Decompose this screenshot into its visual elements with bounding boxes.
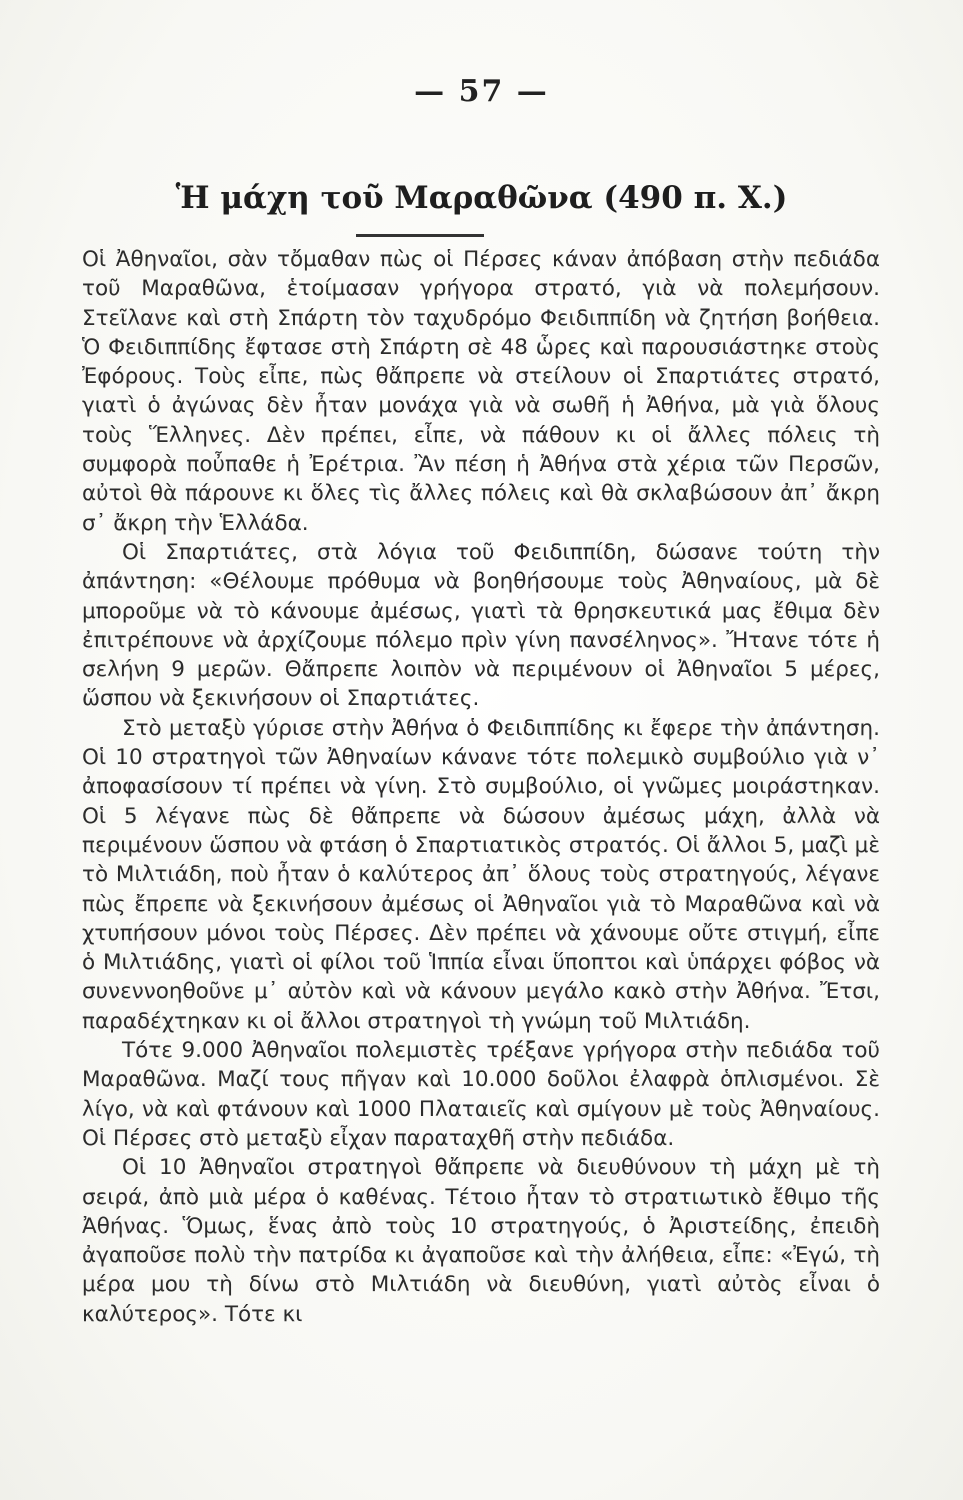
chapter-title: Ἡ μάχη τοῦ Μαραθῶνα (490 π. Χ.) (175, 180, 788, 216)
paragraph: Στὸ μεταξὺ γύρισε στὴν Ἀθήνα ὁ Φειδιππίδης κι ἔφερε τὴν ἀπάντηση. Οἱ 10 στρατηγοὶ τῶν Ἀθηναίων κάνανε τότε πολεμικὸ συμβούλιο γιὰ ν᾽ ἀποφασίσουν τί πρέπει νὰ γίνη. Στὸ συμβούλιο, οἱ γνῶμες μοιράστηκαν. Οἱ 5 λέγανε πὼς δὲ θἄπρεπε νὰ δώσουν ἀμέσως μάχη, ἀλλὰ νὰ περιμένουν ὥσπου νὰ φτάση ὁ Σπαρτιατικὸς στρατός. Οἱ ἄλλοι 5, μαζὶ μὲ τὸ Μιλτιάδη, ποὺ ἦταν ὁ καλύτερος ἀπ᾽ ὅλους τοὺς στρατηγούς, λέγανε πὼς ἔπρεπε νὰ ξεκινήσουν ἀμέσως οἱ Ἀθηναῖοι γιὰ τὸ Μαραθῶνα καὶ νὰ χτυπήσουν μόνοι τοὺς Πέρσες. Δὲν πρέπει νὰ χάνουμε οὔτε στιγμή, εἶπε ὁ Μιλτιάδης, γιατὶ οἱ φίλοι τοῦ Ἱππία εἶναι ὕποπτοι καὶ ὑπάρχει φόβος νὰ συνεννοηθοῦνε μ᾽ αὐτὸν καὶ νὰ κάνουν μεγάλο κακὸ στὴν Ἀθήνα. Ἔτσι, παραδέχτηκαν κι οἱ ἄλλοι στρατηγοὶ τὴ γνώμη τοῦ Μιλτιάδη. (82, 715, 880, 1034)
page-number: — 57 — (414, 74, 549, 109)
paragraph: Τότε 9.000 Ἀθηναῖοι πολεμιστὲς τρέξανε γρήγορα στὴν πεδιάδα τοῦ Μαραθῶνα. Μαζί τους πῆγαν καὶ 10.000 δοῦλοι ἐλαφρὰ ὁπλισμένοι. Σὲ λίγο, νὰ καὶ φτάνουν καὶ 1000 Πλαταιεῖς καὶ σμίγουν μὲ τοὺς Ἀθηναίους. Οἱ Πέρσες στὸ μεταξὺ εἶχαν παραταχθῆ στὴν πεδιάδα. (82, 1038, 880, 1151)
title-underline-rule (356, 234, 484, 237)
paragraph: Οἱ 10 Ἀθηναῖοι στρατηγοὶ θἄπρεπε νὰ διευθύνουν τὴ μάχη μὲ τὴ σειρά, ἀπὸ μιὰ μέρα ὁ καθένας. Τέτοιο ἦταν τὸ στρατιωτικὸ ἔθιμο τῆς Ἀθήνας. Ὅμως, ἕνας ἀπὸ τοὺς 10 στρατηγούς, ὁ Ἀριστείδης, ἐπειδὴ ἀγαποῦσε πολὺ τὴν πατρίδα κι ἀγαποῦσε καὶ τὴν ἀλήθεια, εἶπε: «Ἐγώ, τὴ μέρα μου τὴ δίνω στὸ Μιλτιάδη νὰ διευθύνη, γιατὶ αὐτὸς εἶναι ὁ καλύτερος». Τότε κι (82, 1155, 880, 1327)
paragraph: Οἱ Σπαρτιάτες, στὰ λόγια τοῦ Φειδιππίδη, δώσανε τούτη τὴν ἀπάντηση: «Θέλουμε πρόθυμα νὰ βοηθήσουμε τοὺς Ἀθηναίους, μὰ δὲ μποροῦμε νὰ τὸ κάνουμε ἀμέσως, γιατὶ τὰ θρησκευτικά μας ἔθιμα δὲν ἐπιτρέπουνε νὰ ἀρχίζουμε πόλεμο πρὶν γίνη πανσέληνος». Ἤτανε τότε ἡ σελήνη 9 μερῶν. Θἄπρεπε λοιπὸν νὰ περιμένουν οἱ Ἀθηναῖοι 5 μέρες, ὥσπου νὰ ξεκινήσουν οἱ Σπαρτιάτες. (82, 539, 880, 712)
paragraph: Οἱ Ἀθηναῖοι, σὰν τὄμαθαν πὼς οἱ Πέρσες κάναν ἀπόβαση στὴν πεδιάδα τοῦ Μαραθῶνα, ἑτοίμασαν γρήγορα στρατό, γιὰ νὰ πολεμήσουν. Στεῖλανε καὶ στὴ Σπάρτη τὸν ταχυδρόμο Φειδιππίδη νὰ ζητήση βοήθεια. Ὁ Φειδιππίδης ἔφτασε στὴ Σπάρτη σὲ 48 ὧρες καὶ παρουσιάστηκε στοὺς Ἐφόρους. Τοὺς εἶπε, πὼς θἄπρεπε νὰ στείλουν οἱ Σπαρτιάτες στρατό, γιατὶ ὁ ἀγώνας δὲν ἦταν μονάχα γιὰ νὰ σωθῆ ἡ Ἀθήνα, μὰ γιὰ ὅλους τοὺς Ἕλληνες. Δὲν πρέπει, εἶπε, νὰ πάθουν κι οἱ ἄλλες πόλεις τὴ συμφορὰ ποὖπαθε ἡ Ἐρέτρια. Ἂν πέση ἡ Ἀθήνα στὰ χέρια τῶν Περσῶν, αὐτοὶ θὰ πάρουνε κι ὅλες τὶς ἄλλες πόλεις καὶ θὰ σκλαβώσουν ἀπ᾽ ἄκρη σ᾽ ἄκρη τὴν Ἑλλάδα. (82, 247, 880, 536)
body-text (82, 245, 880, 1329)
